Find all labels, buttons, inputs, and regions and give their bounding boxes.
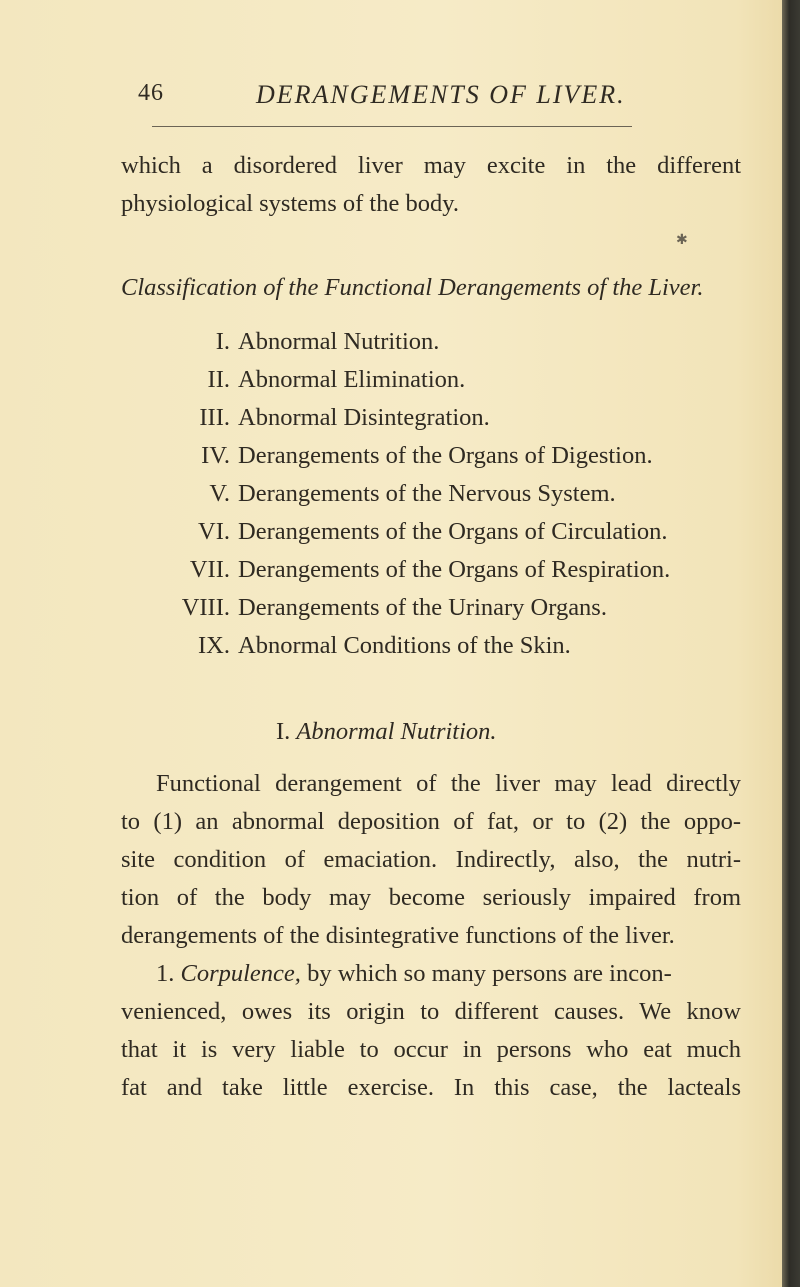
paragraph-line: derangements of the disintegrative functions of the liver. [121,922,675,949]
paragraph-line: fat and take little exercise. In this case, the lacteals [121,1074,741,1101]
header-rule [152,126,632,127]
page-header [138,80,738,124]
list-item [150,550,710,590]
list-numeral: IV. [201,442,230,469]
stray-mark: ✱ [676,233,688,248]
list-item [150,436,710,476]
paragraph-line [156,954,741,994]
running-head: DERANGEMENTS OF LIVER. [256,80,626,109]
paragraph-line: tion of the body may become seriously impaired from [121,884,741,911]
section-heading [276,718,497,746]
list-text: Derangements of the Organs of Circulation. [238,518,668,545]
list-text: Derangements of the Urinary Organs. [238,594,607,621]
list-item [150,398,710,438]
paragraph-number: 1. [156,960,175,987]
list-item [150,512,710,552]
list-numeral: II. [207,366,230,393]
list-numeral: VIII. [181,594,230,621]
paragraph-line: to (1) an abnormal deposition of fat, or to (2) the oppo- [121,808,741,835]
intro-line-2: physiological systems of the body. [121,190,459,217]
page-number: 46 [138,80,164,106]
list-text: Derangements of the Organs of Respiration. [238,556,671,583]
intro-line-1: which a disordered liver may excite in the different [121,152,741,179]
list-item [150,626,710,666]
section-title: Abnormal Nutrition. [296,718,497,745]
classification-heading: Classification of the Functional Derangements of the Liver. [121,274,704,301]
book-spine-edge [782,0,800,1287]
list-numeral: IX. [198,632,230,659]
paragraph-line: Functional derangement of the liver may lead directly [156,770,741,797]
term-corpulence: Corpulence, [180,960,301,987]
list-text: Abnormal Conditions of the Skin. [238,632,571,659]
list-numeral: III. [199,404,230,431]
paragraph-line: site condition of emaciation. Indirectly, also, the nutri- [121,846,741,873]
list-numeral: I. [215,328,230,355]
paragraph-line: that it is very liable to occur in persons who eat much [121,1036,741,1063]
list-item [150,360,710,400]
list-item [150,474,710,514]
list-item [150,322,710,362]
list-numeral: VII. [189,556,230,583]
list-text: Derangements of the Nervous System. [238,480,616,507]
paragraph-line-rest: by which so many persons are incon- [307,960,672,987]
list-numeral: VI. [198,518,230,545]
list-text: Abnormal Elimination. [238,366,466,393]
list-numeral: V. [209,480,230,507]
list-text: Derangements of the Organs of Digestion. [238,442,653,469]
section-numeral: I. [276,718,291,745]
list-text: Abnormal Disintegration. [238,404,490,431]
list-text: Abnormal Nutrition. [238,328,440,355]
paragraph-line: venienced, owes its origin to different causes. We know [121,998,741,1025]
list-item [150,588,710,628]
